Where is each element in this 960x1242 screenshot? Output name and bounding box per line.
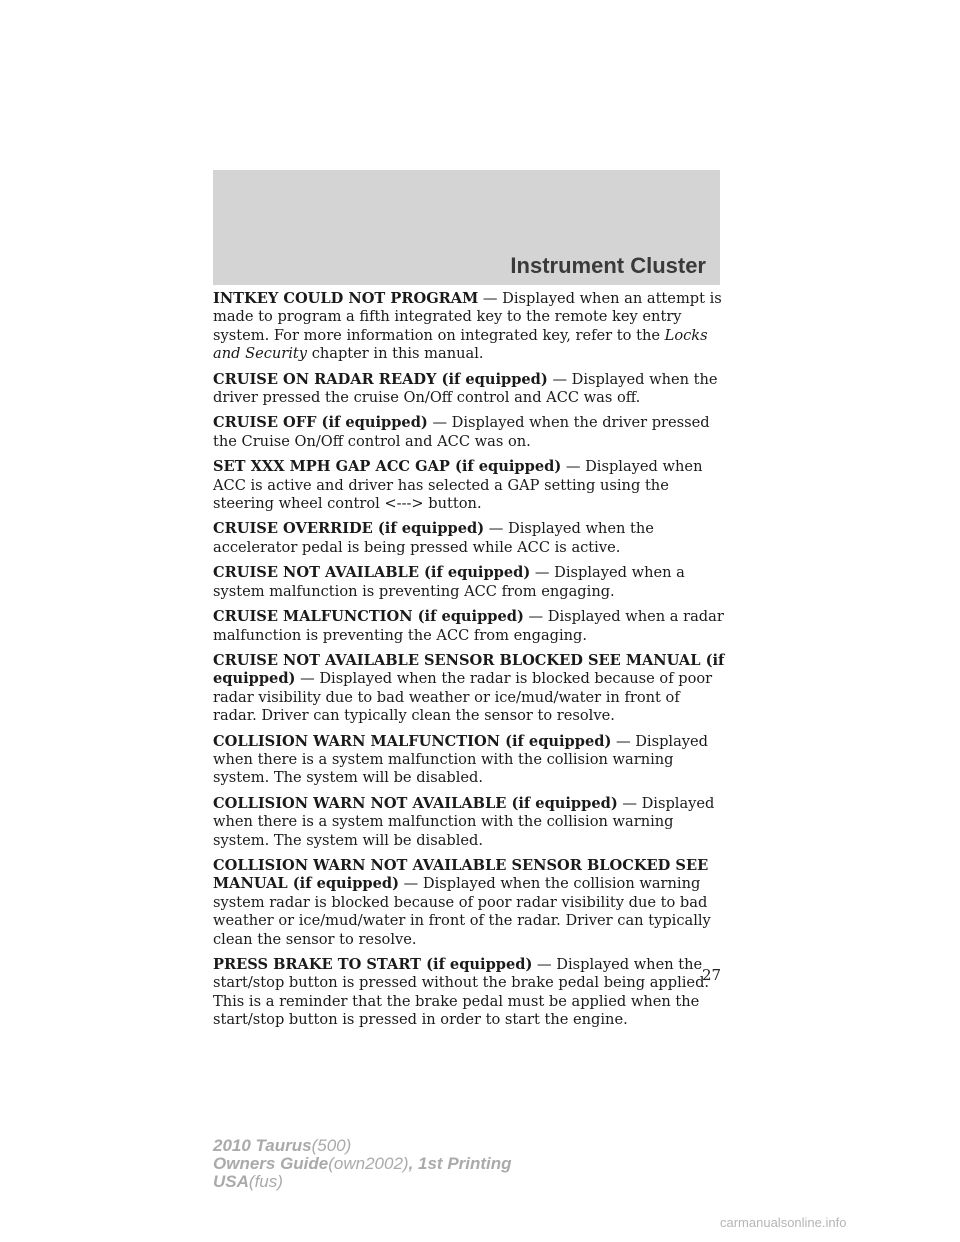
message-entry-collision-warn-malfunction: [213, 733, 725, 788]
message-entry-cruise-malfunction: [213, 608, 725, 645]
footer-region-code: (fus): [248, 1172, 283, 1191]
message-description: — Displayed when a radar malfunction is preventing the ACC from engaging.: [213, 608, 724, 644]
message-term: COLLISION WARN NOT AVAILABLE SENSOR BLOCKED SEE MANUAL (if equipped): [213, 856, 709, 893]
footer-guide-code: (own2002): [328, 1154, 409, 1173]
message-term: COLLISION WARN NOT AVAILABLE (if equipped): [213, 794, 618, 812]
message-entry-cruise-not-available: [213, 564, 725, 601]
message-term: INTKEY COULD NOT PROGRAM: [213, 290, 479, 307]
message-description: — Displayed when the accelerator pedal is being pressed while ACC is active.: [213, 520, 654, 556]
message-description: — Displayed when a system malfunction is preventing ACC from engaging.: [213, 564, 685, 600]
message-description: — Displayed when there is a system malfunction with the collision warning system. The system will be disabled.: [213, 794, 715, 849]
document-footer: [213, 1137, 512, 1191]
message-entry-collision-warn-not-available: [213, 795, 725, 850]
watermark: carmanualsonline.info: [720, 1215, 847, 1230]
page-number: 27: [702, 966, 722, 984]
message-entry-intkey: [213, 290, 725, 364]
footer-line-region: [213, 1173, 512, 1191]
message-entry-press-brake: [213, 956, 725, 1030]
message-description: — Displayed when there is a system malfunction with the collision warning system. The system will be disabled.: [213, 732, 709, 787]
message-description-end: chapter in this manual.: [311, 345, 484, 363]
footer-model: 2010 Taurus: [213, 1136, 312, 1155]
section-title: Instrument Cluster: [510, 253, 706, 278]
message-term: CRUISE MALFUNCTION (if equipped): [213, 608, 524, 626]
message-entry-set-gap: [213, 458, 725, 513]
message-entry-cruise-override: [213, 520, 725, 557]
section-header-band: [213, 170, 720, 285]
footer-model-code: (500): [311, 1136, 352, 1155]
message-description: — Displayed when an attempt is made to program a fifth integrated key to the remote key entry system. For more information on integrated key, refer to the: [213, 290, 722, 344]
message-description: — Displayed when the start/stop button is pressed without the brake pedal being applied. This is a reminder that the brake pedal must be applied when the start/stop button is pressed in order to start the engine.: [213, 956, 710, 1029]
message-term: PRESS BRAKE TO START (if equipped): [213, 956, 533, 973]
footer-line-model: [213, 1137, 512, 1155]
footer-printing: , 1st Printing: [408, 1154, 512, 1173]
message-description: — Displayed when ACC is active and driver has selected a GAP setting using the steering wheel control <---> button.: [213, 458, 703, 513]
message-entry-cruise-on-radar-ready: [213, 371, 725, 408]
message-entry-cruise-off: [213, 414, 725, 451]
message-description: — Displayed when the driver pressed the cruise On/Off control and ACC was off.: [213, 370, 718, 407]
message-term: CRUISE NOT AVAILABLE SENSOR BLOCKED SEE MANUAL (if equipped): [213, 651, 725, 688]
footer-guide: Owners Guide: [213, 1154, 329, 1173]
footer-line-guide: [213, 1155, 512, 1173]
chapter-reference: Locks and Security: [213, 326, 708, 363]
message-description: — Displayed when the collision warning system radar is blocked because of poor radar visibility due to bad weather or ice/mud/water in front of the radar. Driver can typically clean the sensor to resolve.: [213, 875, 711, 948]
message-term: COLLISION WARN MALFUNCTION (if equipped): [213, 732, 612, 750]
message-list: [213, 290, 725, 1037]
message-entry-collision-warn-sensor-blocked: [213, 857, 725, 949]
message-entry-cruise-sensor-blocked: [213, 652, 725, 726]
message-description: — Displayed when the radar is blocked because of poor radar visibility due to bad weather or ice/mud/water in front of radar. Driver can typically clean the sensor to resolve.: [213, 670, 713, 725]
message-term: CRUISE OFF (if equipped): [213, 414, 428, 432]
message-description: — Displayed when the driver pressed the Cruise On/Off control and ACC was on.: [213, 414, 710, 450]
message-term: CRUISE OVERRIDE (if equipped): [213, 520, 485, 538]
message-term: CRUISE ON RADAR READY (if equipped): [213, 370, 548, 388]
footer-region: USA: [213, 1172, 249, 1191]
message-term: CRUISE NOT AVAILABLE (if equipped): [213, 564, 531, 582]
message-term: SET XXX MPH GAP ACC GAP (if equipped): [213, 458, 562, 476]
